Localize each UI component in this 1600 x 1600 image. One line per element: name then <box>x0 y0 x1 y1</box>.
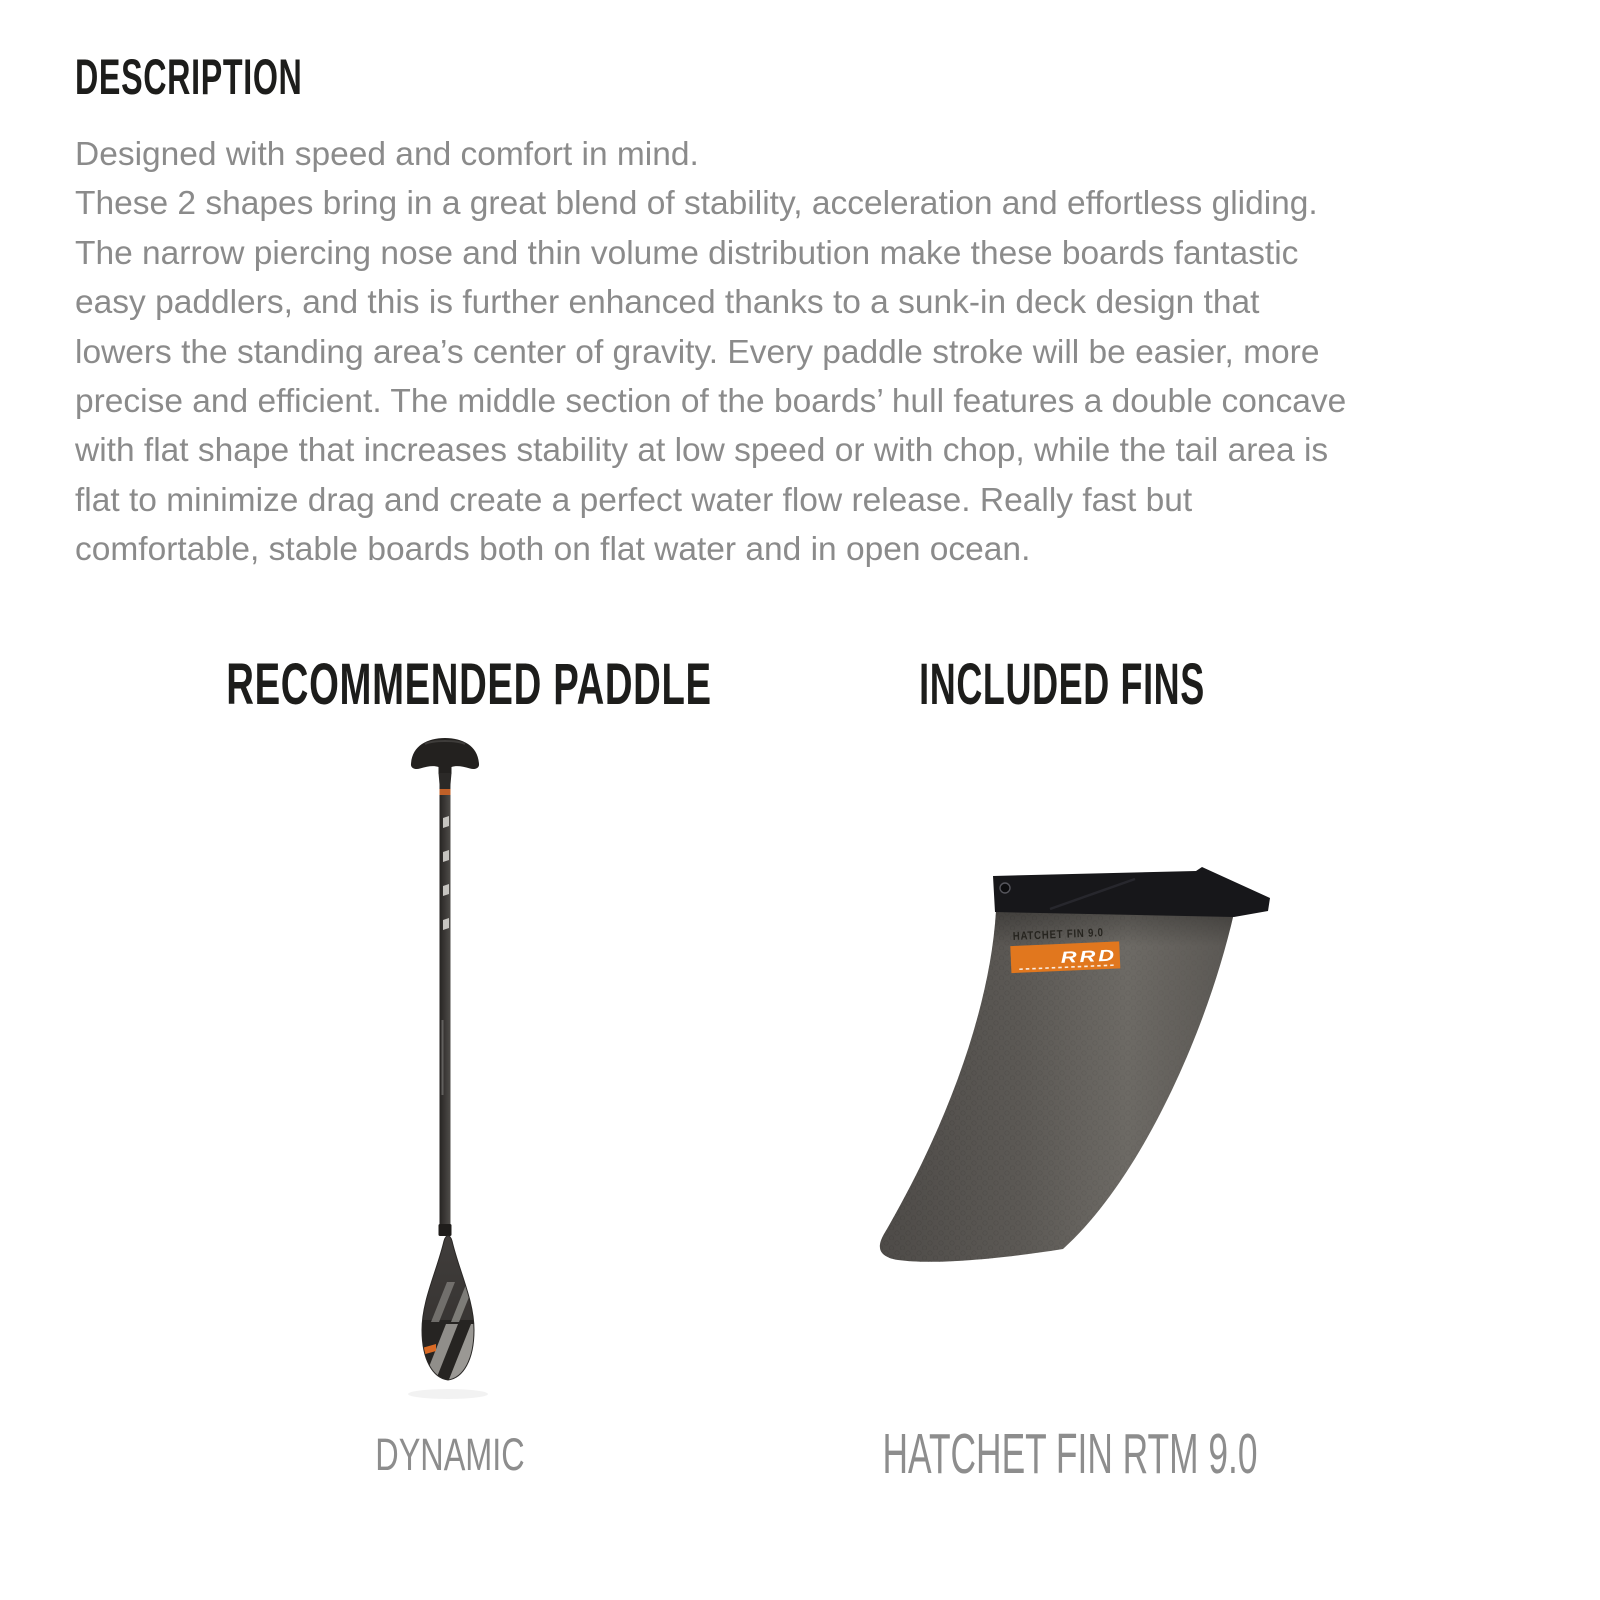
description-line: flat to minimize drag and create a perfect water flow release. Really fast but <box>75 481 1193 519</box>
included-fins-heading-text: INCLUDED FINS <box>919 652 1205 717</box>
fin-label <box>1010 926 1124 973</box>
paddle-ferrule <box>439 1224 452 1236</box>
paddle-shadow <box>408 1389 488 1399</box>
description-heading-text: DESCRIPTION <box>75 49 303 105</box>
paddle-handle <box>411 738 479 774</box>
paddle-caption-text: DYNAMIC <box>375 1429 525 1480</box>
description-line: precise and efficient. The middle section of the boards’ hull features a double concave <box>75 382 1347 420</box>
fin-caption-text: HATCHET FIN RTM 9.0 <box>882 1422 1258 1486</box>
description-line: with flat shape that increases stability at low speed or with chop, while the tail area is <box>75 432 1329 470</box>
fin-base-screw-hole <box>1000 883 1010 893</box>
fin-base <box>993 867 1270 917</box>
description-heading <box>75 49 428 105</box>
paddle-orange-band <box>440 789 451 795</box>
included-fins-heading <box>832 652 1293 717</box>
description-line: These 2 shapes bring in a great blend of stability, acceleration and effortless gliding. <box>75 185 1318 223</box>
paddle-caption <box>346 1429 554 1480</box>
fin-brand-logo: RRD <box>1060 948 1102 967</box>
description-line: The narrow piercing nose and thin volume distribution make these boards fantastic <box>75 234 1299 272</box>
recommended-paddle-heading-text: RECOMMENDED PADDLE <box>226 652 712 717</box>
recommended-paddle-heading <box>101 652 837 717</box>
paddle-shaft-branding <box>442 1020 444 1095</box>
description-line: easy paddlers, and this is further enhanced thanks to a sunk-in deck design that <box>75 284 1260 322</box>
paddle-image <box>365 726 530 1406</box>
description-line: lowers the standing area’s center of gravity. Every paddle stroke will be easier, more <box>75 333 1320 371</box>
fin-caption <box>768 1422 1373 1486</box>
fin-image <box>850 850 1290 1290</box>
description-line: comfortable, stable boards both on flat water and in open ocean. <box>75 531 1031 569</box>
description-paragraph <box>75 130 1555 575</box>
description-line: Designed with speed and comfort in mind. <box>75 136 699 173</box>
paddle-handle-neck <box>439 773 452 790</box>
fin-label-title: HATCHET FIN 9.0 <box>1012 926 1124 943</box>
